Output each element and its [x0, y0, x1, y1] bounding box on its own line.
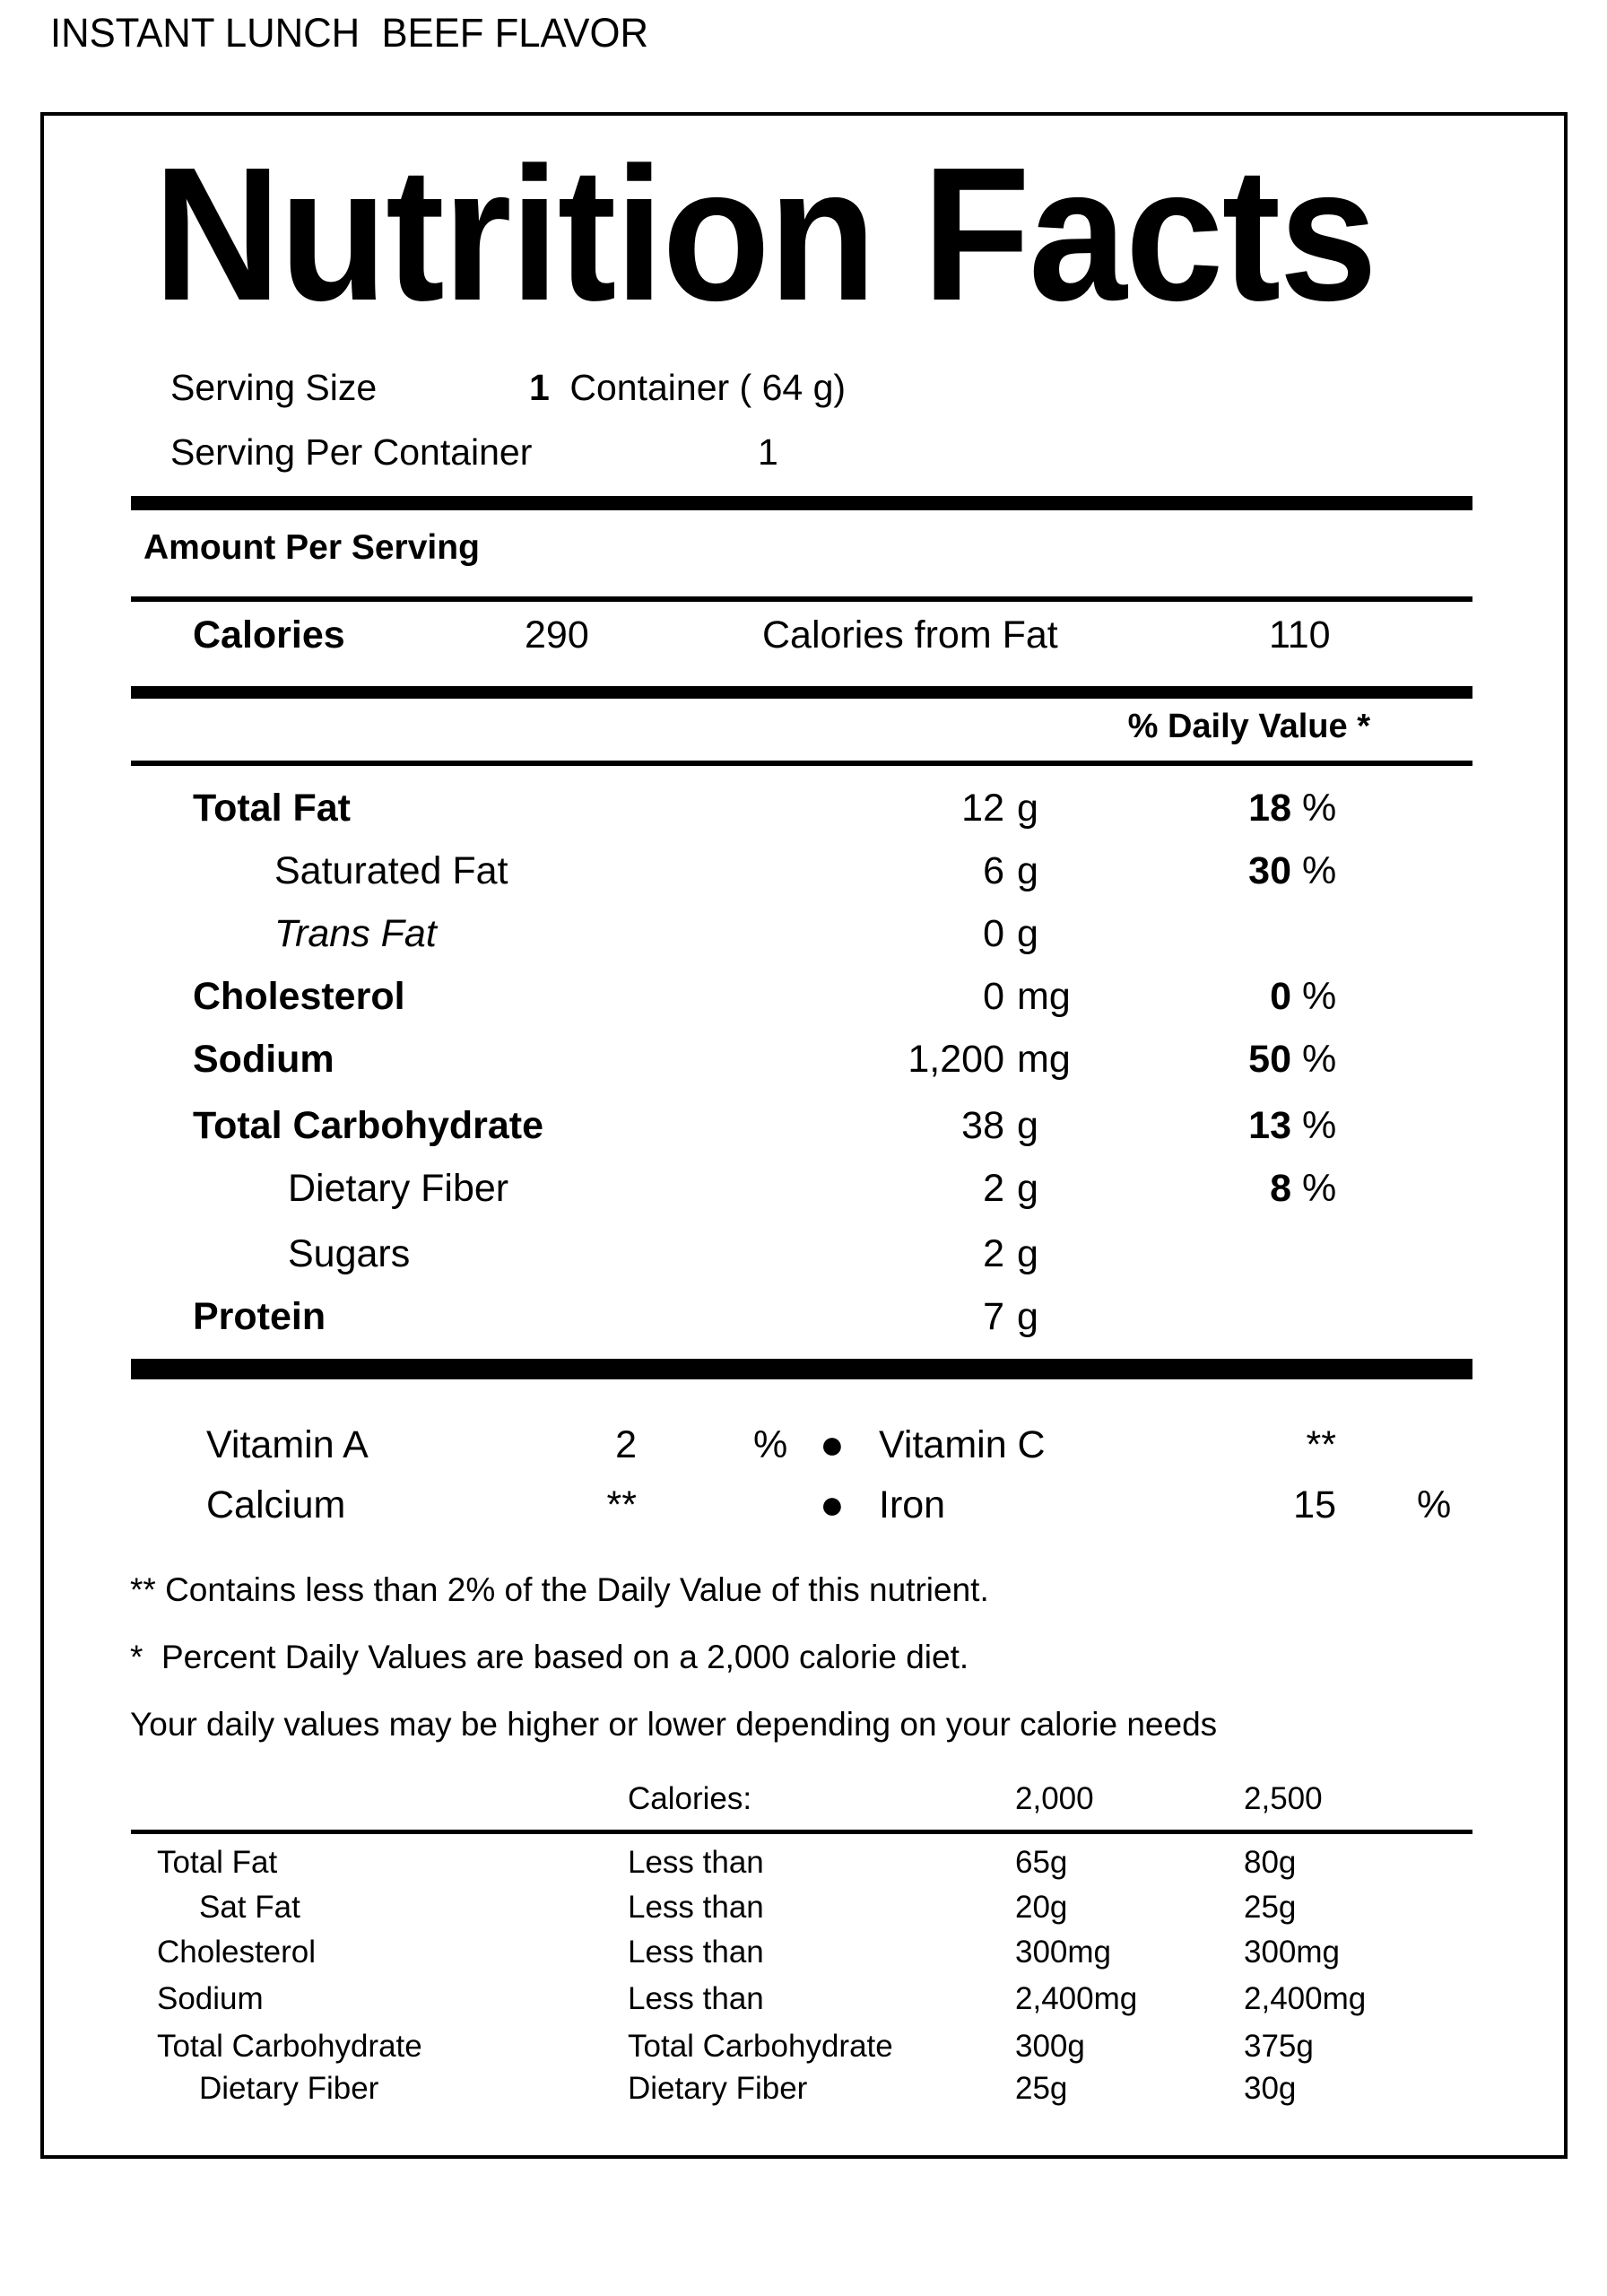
nutrient-dv: 0 — [1270, 975, 1291, 1018]
nutrient-amount: 38 — [961, 1104, 1004, 1147]
nutrient-unit: mg — [1017, 1038, 1071, 1081]
nutrient-dv: 8 — [1270, 1167, 1291, 1210]
nutrient-row-dietary-fiber — [131, 1167, 1472, 1217]
calories-from-fat-label: Calories from Fat — [762, 613, 1058, 657]
dv-table-row-total-fat — [131, 1845, 1472, 1895]
dv-row-2000: 20g — [1015, 1890, 1068, 1925]
nutrient-amount: 2 — [983, 1232, 1004, 1275]
dv-row-qualifier: Dietary Fiber — [628, 2071, 808, 2106]
nutrient-name: Total Carbohydrate — [193, 1104, 544, 1147]
calcium-value: ** — [606, 1483, 637, 1526]
iron-label: Iron — [879, 1483, 946, 1526]
nutrient-amount: 7 — [983, 1295, 1004, 1338]
nutrient-name: Sugars — [288, 1232, 411, 1275]
nutrient-row-protein — [131, 1295, 1472, 1345]
dv-table-col-2500: 2,500 — [1244, 1781, 1323, 1816]
thick-rule-top — [131, 496, 1472, 510]
daily-value-header: % Daily Value * — [1127, 708, 1370, 745]
nutrient-unit: g — [1017, 787, 1038, 830]
daily-value-header-row — [131, 708, 1472, 758]
nutrient-dv-pct: % — [1302, 1038, 1337, 1081]
nutrient-unit: mg — [1017, 975, 1071, 1018]
dv-row-2000: 65g — [1015, 1845, 1068, 1880]
nutrient-row-sodium — [131, 1038, 1472, 1088]
nutrient-unit: g — [1017, 912, 1038, 955]
nutrient-row-saturated-fat — [131, 849, 1472, 900]
servings-per-container-value: 1 — [758, 431, 778, 473]
vitamin-c-value: ** — [1306, 1423, 1336, 1466]
thin-rule-table — [131, 1830, 1472, 1834]
dv-row-name: Dietary Fiber — [199, 2071, 379, 2106]
dv-row-qualifier: Less than — [628, 1935, 764, 1970]
serving-size-label: Serving Size — [170, 367, 378, 408]
bullet-separator-icon: ● — [820, 1481, 845, 1527]
amount-per-serving-row — [131, 528, 1472, 578]
nutrient-unit: g — [1017, 1232, 1038, 1275]
product-title: INSTANT LUNCH BEEF FLAVOR — [50, 10, 648, 56]
nutrient-name: Protein — [193, 1295, 326, 1338]
nutrient-name: Sodium — [193, 1038, 334, 1081]
dv-row-qualifier: Less than — [628, 1981, 764, 2016]
serving-size-row — [131, 367, 1472, 417]
nutrient-amount: 1,200 — [908, 1038, 1004, 1081]
vitamin-row-1 — [131, 1423, 1472, 1474]
label-title: Nutrition Facts — [153, 127, 1377, 340]
footnote-daily-values: Your daily values may be higher or lower depending on your calorie needs — [130, 1706, 1218, 1743]
nutrient-dv-pct: % — [1302, 787, 1337, 830]
nutrient-dv: 13 — [1248, 1104, 1291, 1147]
thin-rule-1 — [131, 596, 1472, 602]
vitamin-row-2 — [131, 1483, 1472, 1534]
nutrient-name: Dietary Fiber — [288, 1167, 509, 1210]
vitamin-a-value: 2 — [615, 1423, 637, 1466]
servings-per-container-label: Serving Per Container — [170, 431, 533, 473]
serving-size-qty: 1 — [529, 367, 550, 408]
nutrient-row-cholesterol — [131, 975, 1472, 1025]
dv-row-2500: 25g — [1244, 1890, 1297, 1925]
nutrition-facts-label — [40, 112, 1568, 2159]
bullet-separator-icon: ● — [820, 1421, 845, 1467]
dv-row-2500: 375g — [1244, 2029, 1314, 2064]
servings-per-container-row — [131, 431, 1472, 482]
nutrient-unit: g — [1017, 849, 1038, 892]
vitamin-a-label: Vitamin A — [206, 1423, 369, 1466]
footnote-contains-less: ** Contains less than 2% of the Daily Value of this nutrient. — [130, 1571, 989, 1608]
nutrient-row-trans-fat — [131, 912, 1472, 962]
dv-table-row-sat-fat — [131, 1890, 1472, 1940]
dv-table-calories-label: Calories: — [628, 1781, 752, 1816]
dv-row-2500: 2,400mg — [1244, 1981, 1367, 2016]
nutrient-name: Trans Fat — [274, 912, 437, 955]
dv-row-name: Cholesterol — [157, 1935, 317, 1970]
dv-row-name: Sodium — [157, 1981, 264, 2016]
thick-rule-bottom — [131, 1359, 1472, 1379]
calories-from-fat-value: 110 — [1269, 613, 1331, 657]
nutrient-dv-pct: % — [1302, 849, 1337, 892]
dv-table-header — [131, 1781, 1472, 1831]
dv-row-2000: 300g — [1015, 2029, 1085, 2064]
dv-row-2000: 300mg — [1015, 1935, 1112, 1970]
dv-row-2000: 25g — [1015, 2071, 1068, 2106]
vitamin-a-pct: % — [753, 1423, 788, 1466]
nutrient-dv: 30 — [1248, 849, 1291, 892]
dv-row-2500: 30g — [1244, 2071, 1297, 2106]
vitamin-c-label: Vitamin C — [879, 1423, 1046, 1466]
dv-row-qualifier: Less than — [628, 1890, 764, 1925]
dv-row-2500: 80g — [1244, 1845, 1297, 1880]
dv-row-qualifier: Less than — [628, 1845, 764, 1880]
calories-value: 290 — [525, 613, 589, 657]
dv-row-name: Total Fat — [157, 1845, 278, 1880]
nutrient-dv: 18 — [1248, 787, 1291, 830]
nutrient-amount: 2 — [983, 1167, 1004, 1210]
thin-rule-2 — [131, 761, 1472, 766]
nutrient-name: Cholesterol — [193, 975, 405, 1018]
dv-row-2500: 300mg — [1244, 1935, 1341, 1970]
dv-row-name: Total Carbohydrate — [157, 2029, 422, 2064]
nutrient-dv-pct: % — [1302, 1167, 1337, 1210]
calories-label: Calories — [193, 613, 345, 657]
nutrient-amount: 6 — [983, 849, 1004, 892]
nutrient-dv: 50 — [1248, 1038, 1291, 1081]
dv-row-qualifier: Total Carbohydrate — [628, 2029, 893, 2064]
amount-per-serving-label: Amount Per Serving — [143, 528, 480, 567]
calcium-label: Calcium — [206, 1483, 346, 1526]
nutrient-unit: g — [1017, 1104, 1038, 1147]
calories-row — [131, 613, 1472, 664]
nutrient-name: Saturated Fat — [274, 849, 508, 892]
iron-value: 15 — [1293, 1483, 1336, 1526]
nutrient-amount: 0 — [983, 912, 1004, 955]
nutrient-amount: 12 — [961, 787, 1004, 830]
nutrient-dv-pct: % — [1302, 1104, 1337, 1147]
iron-pct: % — [1417, 1483, 1452, 1526]
serving-size-value: Container ( 64 g) — [560, 367, 847, 408]
dv-row-name: Sat Fat — [199, 1890, 300, 1925]
nutrient-amount: 0 — [983, 975, 1004, 1018]
dv-table-row-dietary-fiber — [131, 2071, 1472, 2121]
nutrient-dv-pct: % — [1302, 975, 1337, 1018]
footnote-percent-daily: * Percent Daily Values are based on a 2,000 calorie diet. — [130, 1639, 969, 1675]
nutrient-unit: g — [1017, 1295, 1038, 1338]
nutrient-row-total-fat — [131, 787, 1472, 837]
dv-table-row-cholesterol — [131, 1935, 1472, 1985]
dv-table-col-2000: 2,000 — [1015, 1781, 1094, 1816]
nutrient-row-sugars — [131, 1232, 1472, 1283]
nutrient-unit: g — [1017, 1167, 1038, 1210]
dv-row-2000: 2,400mg — [1015, 1981, 1138, 2016]
dv-table-row-sodium — [131, 1981, 1472, 2031]
nutrient-row-total-carbohydrate — [131, 1104, 1472, 1154]
nutrient-name: Total Fat — [193, 787, 351, 830]
thick-rule-mid — [131, 686, 1472, 699]
